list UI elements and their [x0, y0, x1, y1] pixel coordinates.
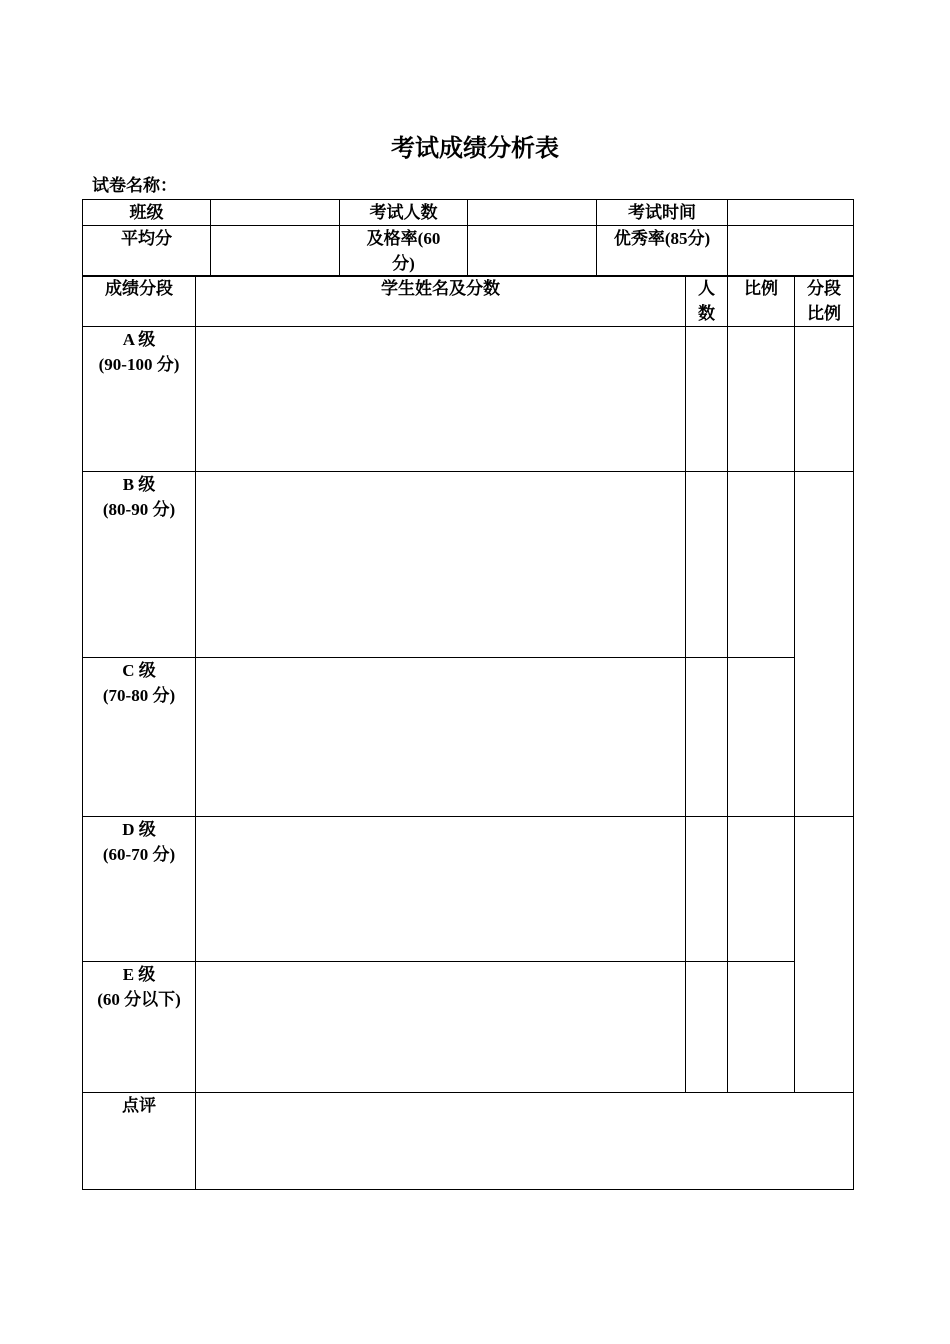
excellent-rate-label: 优秀率(85分) [597, 226, 728, 277]
segment-ratio-cell-1[interactable] [795, 327, 854, 472]
header-count: 人数 [686, 276, 728, 327]
grade-segment-c [83, 658, 196, 817]
grade-label: B 级 [122, 475, 156, 494]
header-segment-ratio: 分段比例 [795, 276, 854, 327]
segment-ratio-cell-3[interactable] [795, 817, 854, 1093]
class-label: 班级 [83, 200, 211, 226]
examinees-label: 考试人数 [340, 200, 468, 226]
average-value[interactable] [211, 226, 340, 277]
grade-ratio-d[interactable] [728, 817, 795, 962]
grade-label: D 级 [122, 820, 156, 839]
grade-range: (90-100 分) [98, 355, 180, 374]
exam-time-label: 考试时间 [597, 200, 728, 226]
grade-segment-a [83, 327, 196, 472]
grade-row-b [83, 472, 854, 658]
grade-count-e[interactable] [686, 962, 728, 1093]
grade-row-a [83, 327, 854, 472]
class-value[interactable] [211, 200, 340, 226]
grade-count-b[interactable] [686, 472, 728, 658]
header-ratio: 比例 [728, 276, 795, 327]
header-students: 学生姓名及分数 [196, 276, 686, 327]
grade-segment-e [83, 962, 196, 1093]
document-title: 考试成绩分析表 [391, 136, 559, 162]
grade-count-a[interactable] [686, 327, 728, 472]
grade-students-d[interactable] [196, 817, 686, 962]
summary-table [82, 199, 854, 277]
examinees-value[interactable] [468, 200, 597, 226]
grade-range: (80-90 分) [102, 500, 176, 519]
pass-rate-label: 及格率(60分) [340, 226, 468, 277]
grade-segment-d [83, 817, 196, 962]
grade-students-e[interactable] [196, 962, 686, 1093]
grade-segment-b [83, 472, 196, 658]
pass-rate-value[interactable] [468, 226, 597, 277]
grade-row-e [83, 962, 854, 1093]
grade-range: (60 分以下) [97, 990, 181, 1009]
average-label: 平均分 [83, 226, 211, 277]
grade-label: C 级 [122, 661, 156, 680]
grade-ratio-a[interactable] [728, 327, 795, 472]
segment-ratio-cell-2[interactable] [795, 472, 854, 817]
grade-row-d [83, 817, 854, 962]
grade-label: A 级 [122, 330, 156, 349]
comment-row [83, 1093, 854, 1190]
grades-table [82, 275, 854, 1190]
grade-row-c [83, 658, 854, 817]
grade-range: (70-80 分) [102, 686, 176, 705]
paper-name-label: 试卷名称： [92, 176, 177, 195]
grade-ratio-b[interactable] [728, 472, 795, 658]
grade-ratio-c[interactable] [728, 658, 795, 817]
grade-count-d[interactable] [686, 817, 728, 962]
comment-field[interactable] [196, 1093, 854, 1190]
header-segment: 成绩分段 [83, 276, 196, 327]
grade-students-c[interactable] [196, 658, 686, 817]
grade-students-b[interactable] [196, 472, 686, 658]
grade-range: (60-70 分) [102, 845, 176, 864]
grade-students-a[interactable] [196, 327, 686, 472]
grade-label: E 级 [122, 965, 156, 984]
grade-count-c[interactable] [686, 658, 728, 817]
exam-time-value[interactable] [728, 200, 854, 226]
grade-ratio-e[interactable] [728, 962, 795, 1093]
excellent-rate-value[interactable] [728, 226, 854, 277]
comment-label: 点评 [83, 1093, 196, 1190]
